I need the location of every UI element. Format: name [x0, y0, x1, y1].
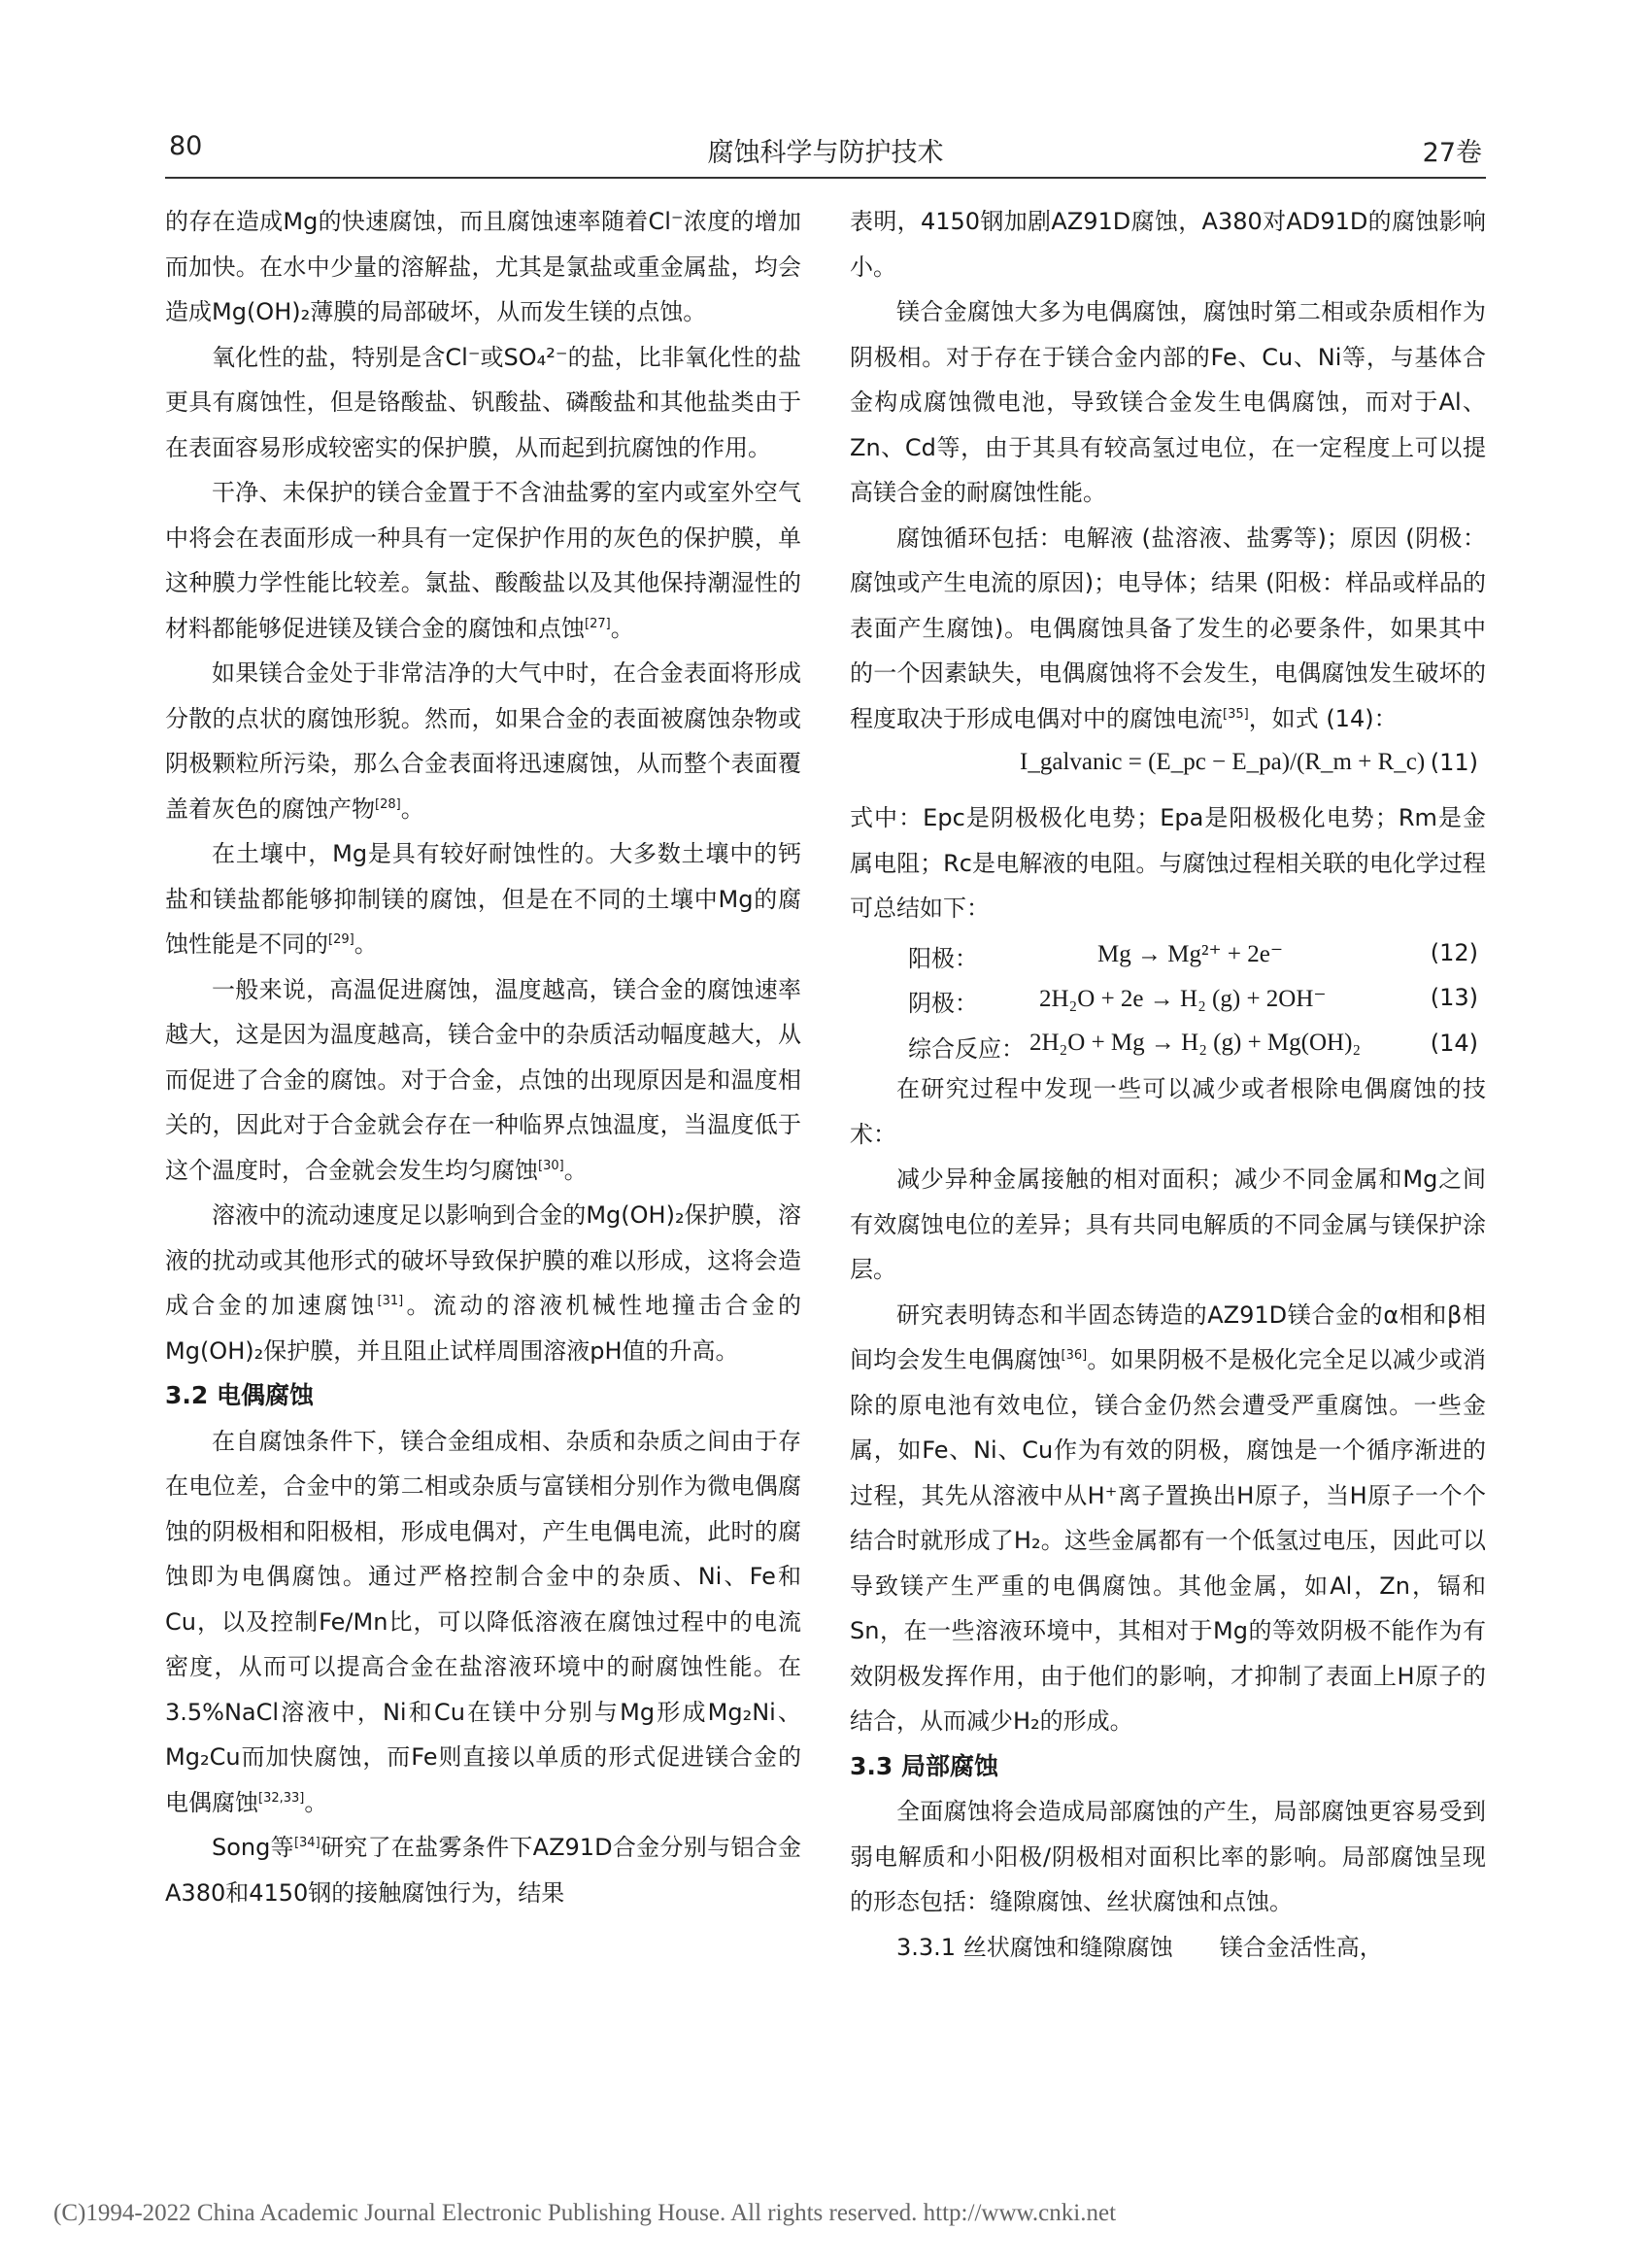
- equation-body: 2H₂O + 2e → H₂ (g) + 2OH⁻: [1039, 986, 1327, 1012]
- equation-11: [850, 741, 1486, 795]
- paragraph: 减少异种金属接触的相对面积；减少不同金属和Mg之间有效腐蚀电位的差异；具有共同电解质的不同金属与镁保护涂层。: [850, 1166, 1486, 1283]
- citation: [29]: [328, 932, 354, 947]
- equation-body: Mg → Mg²⁺ + 2e⁻: [1097, 940, 1284, 967]
- equation-14: [850, 1022, 1486, 1067]
- paragraph: 式中：Epc是阴极极化电势；Epa是阳极极化电势；Rm是金属电阻；Rc是电解液的电阻。与腐蚀过程相关联的电化学过程可总结如下：: [850, 804, 1486, 922]
- citation: [36]: [1061, 1348, 1088, 1363]
- paragraph: 在土壤中，Mg是具有较好耐蚀性的。大多数土壤中的钙盐和镁盐都能够抑制镁的腐蚀，但是在不同的土壤中Mg的腐蚀性能是不同的[29]。: [165, 840, 801, 958]
- equation-number: (14): [1430, 1029, 1478, 1057]
- paragraph: 一般来说，高温促进腐蚀，温度越高，镁合金的腐蚀速率越大，这是因为温度越高，镁合金中的杂质活动幅度越大，从而促进了合金的腐蚀。对于合金，点蚀的出现原因是和温度相关的，因此对于合金就会存在一种临界点蚀温度，当温度低于这个温度时，合金就会发生均匀腐蚀[30]。: [165, 975, 801, 1184]
- paragraph: 如果镁合金处于非常洁净的大气中时，在合金表面将形成分散的点状的腐蚀形貌。然而，如果合金的表面被腐蚀杂物或阴极颗粒所污染，那么合金表面将迅速腐蚀，从而整个表面覆盖着灰色的腐蚀产物[28]。: [165, 659, 801, 823]
- paragraph: 表明，4150钢加剧AZ91D腐蚀，A380对AD91D的腐蚀影响小。: [850, 208, 1486, 281]
- subsection-heading: 3.3.1 丝状腐蚀和缝隙腐蚀: [896, 1933, 1173, 1961]
- equation-13: [850, 976, 1486, 1022]
- equation-number: (11): [1430, 749, 1478, 776]
- journal-title: 腐蚀科学与防护技术: [707, 138, 944, 168]
- citation: [32,33]: [258, 1790, 305, 1806]
- equation-label: 综合反应：: [908, 1034, 1025, 1063]
- paragraph: Song等[34]研究了在盐雾条件下AZ91D合金分别与铝合金A380和4150钢的接触腐蚀行为，结果: [165, 1834, 801, 1907]
- equation-body: 2H₂O + Mg → H₂ (g) + Mg(OH)₂: [1029, 1029, 1362, 1056]
- paragraph: 腐蚀循环包括：电解液 (盐溶液、盐雾等)；原因 (阴极：腐蚀或产生电流的原因)；电导体；结果 (阳极：样品或样品的表面产生腐蚀)。电偶腐蚀具备了发生的必要条件，如果其中的一个因素缺失，电偶腐蚀将不会发生，电偶腐蚀发生破坏的程度取决于形成电偶对中的腐蚀电流[35]，如式 (14)：: [850, 524, 1486, 732]
- paragraph: 溶液中的流动速度足以影响到合金的Mg(OH)₂保护膜，溶液的扰动或其他形式的破坏导致保护膜的难以形成，这将会造成合金的加速腐蚀[31]。流动的溶液机械性地撞击合金的Mg(OH)₂保护膜，并且阻止试样周围溶液pH值的升高。: [165, 1201, 802, 1365]
- equation-12: [850, 931, 1486, 977]
- equation-number: (13): [1430, 984, 1478, 1011]
- citation: [35]: [1223, 706, 1249, 722]
- citation: [30]: [538, 1158, 564, 1173]
- paragraph: 镁合金腐蚀大多为电偶腐蚀，腐蚀时第二相或杂质相作为阴极相。对于存在于镁合金内部的Fe、Cu、Ni等，与基体合金构成腐蚀微电池，导致镁合金发生电偶腐蚀，而对于Al、Zn、Cd等，由于其具有较高氢过电位，在一定程度上可以提高镁合金的耐腐蚀性能。: [850, 298, 1486, 506]
- header-rule: [165, 177, 1486, 179]
- running-header: [165, 131, 1486, 172]
- page-number: 80: [169, 131, 203, 161]
- equation-label: 阳极：: [908, 944, 978, 972]
- copyright-footer: (C)1994-2022 China Academic Journal Electronic Publishing House. All rights reserved. http://www.cnki.net: [53, 2200, 1117, 2226]
- equation-body: I_galvanic = (E_pc − E_pa)/(R_m + R_c): [1020, 749, 1426, 775]
- volume-label: 27卷: [1422, 138, 1482, 168]
- paragraph: 在研究过程中发现一些可以减少或者根除电偶腐蚀的技术：: [850, 1075, 1486, 1148]
- equation-label: 阴极：: [908, 990, 978, 1017]
- paragraph: 在自腐蚀条件下，镁合金组成相、杂质和杂质之间由于存在电位差，合金中的第二相或杂质与富镁相分别作为微电偶腐蚀的阴极相和阳极相，形成电偶对，产生电偶电流，此时的腐蚀即为电偶腐蚀。通过严格控制合金中的杂质、Ni、Fe和Cu，以及控制Fe/Mn比，可以降低溶液在腐蚀过程中的电流密度，从而可以提高合金在盐溶液环境中的耐腐蚀性能。在3.5%NaCl溶液中，Ni和Cu在镁中分别与Mg形成Mg₂Ni、Mg₂Cu而加快腐蚀，而Fe则直接以单质的形式促进镁合金的电偶腐蚀[32,33]。: [165, 1427, 801, 1816]
- section-heading: 3.3 局部腐蚀: [850, 1751, 998, 1780]
- section-heading: 3.2 电偶腐蚀: [165, 1381, 314, 1409]
- citation: [34]: [293, 1836, 320, 1850]
- paragraph: 氧化性的盐，特别是含Cl⁻或SO₄²⁻的盐，比非氧化性的盐更具有腐蚀性，但是铬酸盐、钒酸盐、磷酸盐和其他盐类由于在表面容易形成较密实的保护膜，从而起到抗腐蚀的作用。: [165, 343, 801, 461]
- paragraph: 的存在造成Mg的快速腐蚀，而且腐蚀速率随着Cl⁻浓度的增加而加快。在水中少量的溶解盐，尤其是氯盐或重金属盐，均会造成Mg(OH)₂薄膜的局部破坏，从而发生镁的点蚀。: [165, 208, 801, 325]
- citation: [31]: [377, 1294, 404, 1308]
- left-column: [165, 199, 801, 1915]
- paragraph: 研究表明铸态和半固态铸造的AZ91D镁合金的α相和β相间均会发生电偶腐蚀[36]。如果阴极不是极化完全足以减少或消除的原电池有效电位，镁合金仍然会遭受严重腐蚀。一些金属，如Fe、Ni、Cu作为有效的阴极，腐蚀是一个循序渐进的过程，其先从溶液中从H⁺离子置换出H原子，当H原子一个个结合时就形成了H₂。这些金属都有一个低氢过电压，因此可以导致镁产生严重的电偶腐蚀。其他金属，如Al，Zn，镉和Sn，在一些溶液环境中，其相对于Mg的等效阴极不能作为有效阴极发挥作用，由于他们的影响，才抑制了表面上H原子的结合，从而减少H₂的形成。: [850, 1301, 1487, 1735]
- equation-number: (12): [1430, 938, 1478, 966]
- right-column: [850, 199, 1486, 1970]
- citation: [28]: [375, 796, 401, 812]
- paragraph: 全面腐蚀将会造成局部腐蚀的产生，局部腐蚀更容易受到弱电解质和小阳极/阴极相对面积比率的影响。局部腐蚀呈现的形态包括：缝隙腐蚀、丝状腐蚀和点蚀。: [850, 1798, 1486, 1915]
- citation: [27]: [585, 616, 611, 631]
- paragraph: 干净、未保护的镁合金置于不含油盐雾的室内或室外空气中将会在表面形成一种具有一定保护作用的灰色的保护膜，单这种膜力学性能比较差。氯盐、酸酸盐以及其他保持潮湿性的材料都能够促进镁及镁合金的腐蚀和点蚀[27]。: [165, 479, 801, 642]
- paragraph: 3.3.1 丝状腐蚀和缝隙腐蚀 镁合金活性高，: [896, 1933, 1383, 1961]
